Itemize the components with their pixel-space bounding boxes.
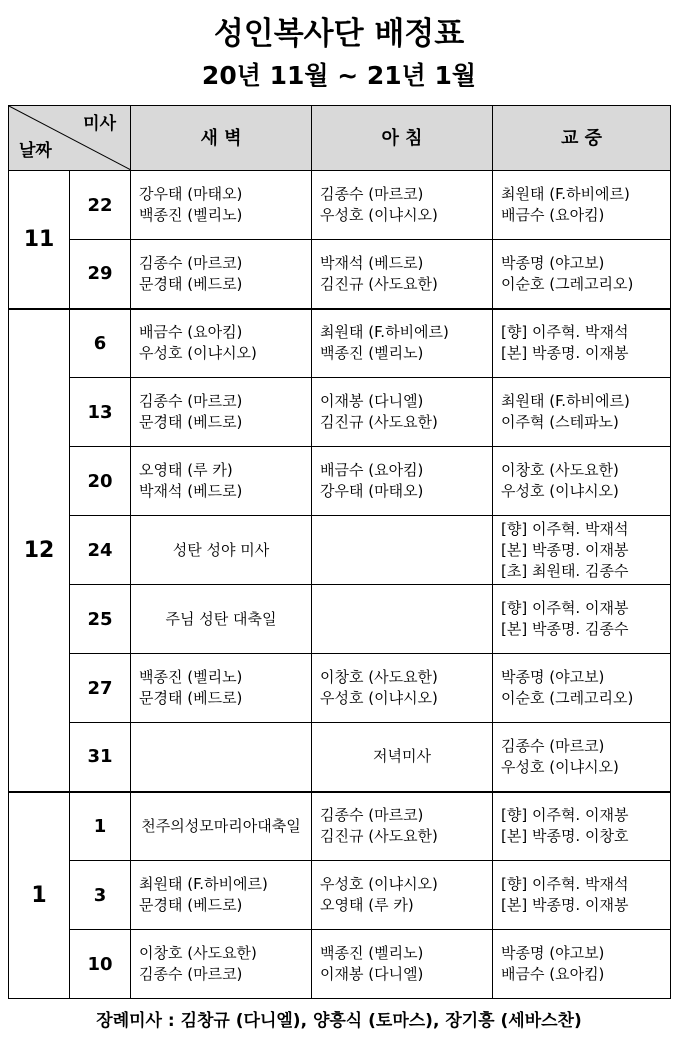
assignment-line: 우성호 (이냐시오) [501,482,619,500]
assignment-cell-c1 [131,171,312,240]
assignment-line: 김진규 (사도요한) [320,827,438,846]
assignment-line: 오영태 (루 카) [320,896,414,914]
assignment-cell-c3 [493,792,671,861]
assignment-cell-c3 [493,309,671,378]
assignment-line: 주님 성탄 대축일 [165,609,277,628]
assignment-line: 백종진 (벨리노) [320,344,424,363]
date-cell: 20 [70,447,131,516]
page-subtitle: 20년 11월 ~ 21년 1월 [201,61,477,90]
assignment-cell-c1 [131,447,312,516]
assignment-cell-c2 [312,378,493,447]
schedule-table [8,105,671,999]
date-cell: 25 [70,585,131,654]
assignment-line: 성탄 성야 미사 [172,540,270,559]
assignment-cell-c2 [312,585,493,654]
month-cell: 12 [9,309,70,792]
assignment-line: 김종수 (마르코) [501,736,605,755]
assignment-cell-c3 [493,585,671,654]
assignment-cell-c1 [131,378,312,447]
assignment-cell-c3 [493,723,671,792]
assignment-line: 김진규 (사도요한) [320,274,438,293]
assignment-line: [본] 박종명. 이재봉 [501,896,629,914]
date-cell: 29 [70,240,131,309]
table-row [9,792,671,861]
assignment-line: 문경태 (베드로) [139,413,243,431]
assignment-line: 배금수 (요아킴) [320,461,424,479]
date-cell: 13 [70,378,131,447]
month-cell: 1 [9,792,70,999]
assignment-cell-c1 [131,309,312,378]
assignment-line: 이주혁 (스테파노) [501,413,619,431]
assignment-cell-c1 [131,723,312,792]
assignment-line: 백종진 (벨리노) [139,206,243,224]
assignment-line: 천주의성모마리아대축일 [141,816,301,835]
assignment-cell-c2 [312,861,493,930]
assignment-line: [본] 박종명. 이재봉 [501,344,629,363]
assignment-line: 이재봉 (다니엘) [320,392,424,410]
assignment-cell-c2 [312,792,493,861]
assignment-line: 김종수 (마르코) [320,806,424,825]
assignment-cell-c3 [493,378,671,447]
assignment-cell-c3 [493,930,671,999]
table-row [9,861,671,930]
assignment-line: 박재석 (베드로) [139,482,243,500]
date-cell: 22 [70,171,131,240]
assignment-line: 최원태 (F.하비에르) [501,392,630,410]
assignment-line: [향] 이주혁. 박재석 [501,323,629,342]
assignment-line: 박재석 (베드로) [320,253,424,272]
page-title: 성인복사단 배정표 [213,16,465,52]
assignment-line: [본] 박종명. 이창호 [501,827,629,846]
table-row [9,447,671,516]
assignment-cell-c3 [493,654,671,723]
assignment-line: 배금수 (요아킴) [501,965,605,983]
assignment-line: 박종명 (야고보) [501,668,605,686]
table-row [9,723,671,792]
assignment-line: 김종수 (마르코) [139,965,243,983]
table-row [9,309,671,378]
funeral-mass-note: 장례미사 : 김창규 (다니엘), 양흥식 (토마스), 장기흥 (세바스찬) [96,1011,582,1031]
table-row [9,516,671,585]
assignment-line: 우성호 (이냐시오) [320,689,438,707]
assignment-line: 문경태 (베드로) [139,896,243,914]
assignment-cell-c1 [131,792,312,861]
table-row [9,654,671,723]
assignment-line: 문경태 (베드로) [139,689,243,707]
assignment-line: [본] 박종명. 이재봉 [501,540,629,559]
assignment-line: 박종명 (야고보) [501,253,605,272]
assignment-cell-c2 [312,309,493,378]
assignment-cell-c1 [131,861,312,930]
assignment-cell-c2 [312,930,493,999]
assignment-line: 우성호 (이냐시오) [320,875,438,893]
assignment-line: [향] 이주혁. 이재봉 [501,599,629,617]
assignment-line: [본] 박종명. 김종수 [501,620,629,638]
assignment-line: 오영태 (루 카) [139,461,233,479]
corner-label-mass: 미사 [83,114,116,134]
table-row [9,171,671,240]
assignment-line: 강우태 (마태오) [320,482,424,500]
assignment-line: 김종수 (마르코) [320,185,424,203]
assignment-line: 백종진 (벨리노) [139,668,243,686]
assignment-cell-c3 [493,447,671,516]
assignment-line: 최원태 (F.하비에르) [320,323,449,342]
date-cell: 31 [70,723,131,792]
assignment-cell-c2 [312,723,493,792]
assignment-line: 우성호 (이냐시오) [139,344,257,363]
assignment-cell-c1 [131,240,312,309]
header-corner [9,106,131,171]
schedule-body [9,171,671,999]
assignment-line: 김종수 (마르코) [139,253,243,272]
assignment-line: 배금수 (요아킴) [139,323,243,342]
assignment-line: [초] 최원태. 김종수 [501,561,629,580]
table-row [9,585,671,654]
assignment-line: 배금수 (요아킴) [501,206,605,224]
corner-label-date: 날짜 [19,141,52,161]
month-cell: 11 [9,171,70,309]
assignment-line: 백종진 (벨리노) [320,944,424,962]
assignment-line: 우성호 (이냐시오) [501,757,619,776]
assignment-line: 우성호 (이냐시오) [320,206,438,224]
assignment-cell-c3 [493,861,671,930]
assignment-line: 박종명 (야고보) [501,944,605,962]
assignment-line: 이순호 (그레고리오) [501,689,634,707]
assignment-line: 문경태 (베드로) [139,274,243,293]
assignment-line: 저녁미사 [373,747,431,766]
header-morning: 아 침 [312,106,493,171]
assignment-cell-c3 [493,516,671,585]
assignment-line: 김종수 (마르코) [139,392,243,410]
date-cell: 1 [70,792,131,861]
assignment-line: 김진규 (사도요한) [320,413,438,431]
assignment-line: 이재봉 (다니엘) [320,965,424,983]
assignment-line: 이순호 (그레고리오) [501,274,634,293]
date-cell: 27 [70,654,131,723]
assignment-cell-c3 [493,171,671,240]
assignment-cell-c1 [131,930,312,999]
assignment-cell-c2 [312,171,493,240]
date-cell: 24 [70,516,131,585]
assignment-line: 최원태 (F.하비에르) [139,875,268,893]
assignment-cell-c2 [312,240,493,309]
assignment-line: [향] 이주혁. 박재석 [501,519,629,538]
assignment-line: [향] 이주혁. 이재봉 [501,806,629,825]
header-main: 교 중 [493,106,671,171]
date-cell: 3 [70,861,131,930]
date-cell: 10 [70,930,131,999]
date-cell: 6 [70,309,131,378]
assignment-cell-c2 [312,447,493,516]
assignment-cell-c1 [131,585,312,654]
assignment-line: 이창호 (사도요한) [501,461,619,479]
assignment-cell-c2 [312,516,493,585]
assignment-line: 최원태 (F.하비에르) [501,185,630,203]
assignment-cell-c1 [131,516,312,585]
assignment-line: 이창호 (사도요한) [139,944,257,962]
assignment-cell-c2 [312,654,493,723]
assignment-line: 이창호 (사도요한) [320,668,438,686]
assignment-line: [향] 이주혁. 박재석 [501,875,629,893]
assignment-line: 강우태 (마태오) [139,185,243,203]
assignment-cell-c1 [131,654,312,723]
header-dawn: 새 벽 [131,106,312,171]
table-row [9,930,671,999]
table-row [9,378,671,447]
table-row [9,240,671,309]
assignment-cell-c3 [493,240,671,309]
